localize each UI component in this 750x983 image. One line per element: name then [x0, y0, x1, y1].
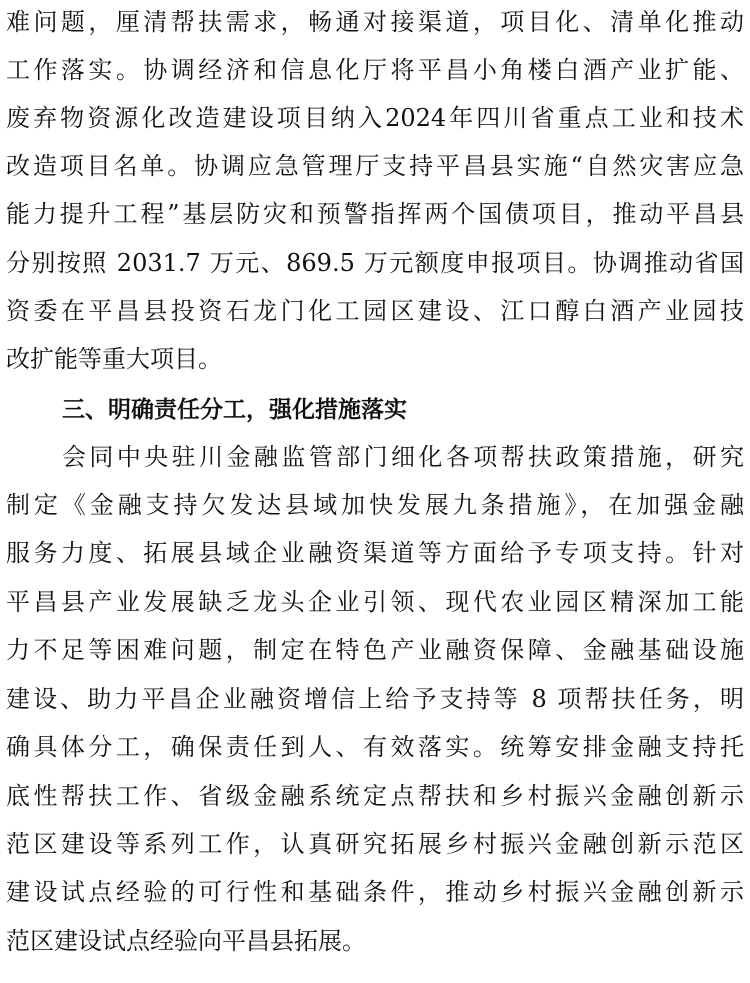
- paragraph-line: 资委在平昌县投资石龙门化工园区建设、江口醇白酒产业园技: [6, 297, 744, 325]
- paragraph-line: 难问题，厘清帮扶需求，畅通对接渠道，项目化、清单化推动: [6, 8, 744, 36]
- paragraph-line: 工作落实。协调经济和信息化厅将平昌小角楼白酒产业扩能、: [6, 56, 744, 84]
- section-heading: 三、明确责任分工，强化措施落实: [62, 397, 407, 423]
- paragraph-line: 能力提升工程”基层防灾和预警指挥两个国债项目，推动平昌县: [6, 200, 744, 228]
- paragraph-line: 废弃物资源化改造建设项目纳入2024年四川省重点工业和技术: [6, 104, 744, 132]
- paragraph-line: 建设、助力平昌企业融资增信上给予支持等 8 项帮扶任务，明: [6, 685, 744, 713]
- paragraph-line: 底性帮扶工作、省级金融系统定点帮扶和乡村振兴金融创新示: [6, 782, 744, 810]
- paragraph-line: 会同中央驻川金融监管部门细化各项帮扶政策措施，研究: [62, 443, 744, 471]
- paragraph-line: 改造项目名单。协调应急管理厅支持平昌县实施“自然灾害应急: [6, 152, 744, 180]
- paragraph-line: 范区建设等系列工作，认真研究拓展乡村振兴金融创新示范区: [6, 830, 744, 858]
- paragraph-line: 范区建设试点经验向平昌县拓展。: [6, 927, 366, 955]
- paragraph-line: 分别按照 2031.7 万元、869.5 万元额度申报项目。协调推动省国: [6, 249, 744, 277]
- paragraph-line: 确具体分工，确保责任到人、有效落实。统筹安排金融支持托: [6, 733, 744, 761]
- paragraph-line: 服务力度、拓展县域企业融资渠道等方面给予专项支持。针对: [6, 539, 744, 567]
- paragraph-line: 改扩能等重大项目。: [6, 345, 222, 373]
- paragraph-line: 力不足等困难问题，制定在特色产业融资保障、金融基础设施: [6, 636, 744, 664]
- paragraph-line: 建设试点经验的可行性和基础条件，推动乡村振兴金融创新示: [6, 878, 744, 906]
- paragraph-line: 平昌县产业发展缺乏龙头企业引领、现代农业园区精深加工能: [6, 588, 744, 616]
- paragraph-line: 制定《金融支持欠发达县域加快发展九条措施》，在加强金融: [6, 491, 744, 519]
